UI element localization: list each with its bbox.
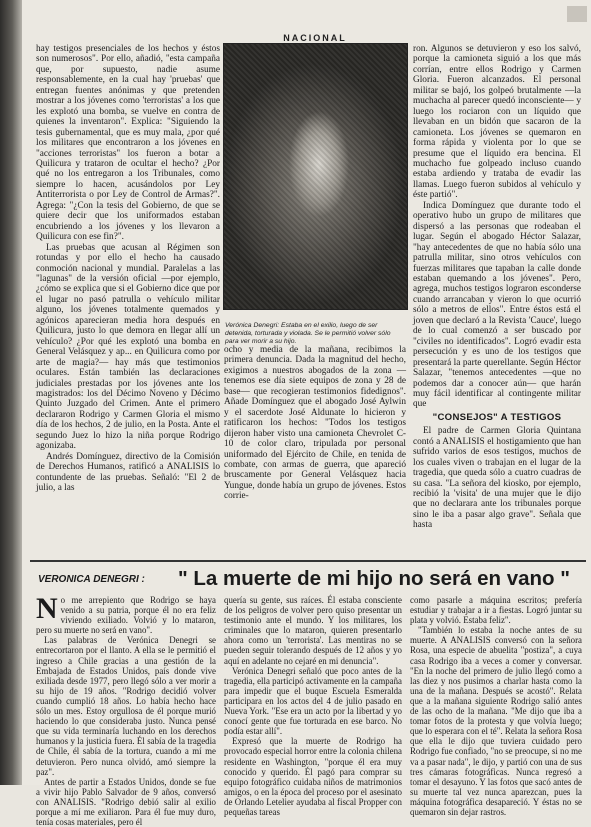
top-article-column-2 [224, 345, 406, 553]
drop-cap: N [36, 592, 58, 625]
paragraph: El padre de Carmen Gloria Quintana contó a ANALISIS el hostigamiento que han sufrido varios de esos testigos, muchos de los cuales viven o trabajan en el lugar de la tragedia, que queda sólo a cuatro cuadras de su casa. "La señora del kiosko, por ejemplo, recibió la 'visita' de una mujer que le dijo que no declarara ante los tribunales porque sino le iba a pasar algo grave". Señala que hasta [413, 426, 581, 531]
paragraph: Indica Domínguez que durante todo el operativo hubo un grupo de militares que dispersó a las personas que rodeaban el lugar. Según el abogado Héctor Salazar, "hay antecedentes de que no había sólo una patrulla militar, sino otros vehículos con fuerzas militares que tapaban la calle donde estaban quemando a los jóvenes". Pero, agrega, muchos testigos lograron esconderse cuando arrancaban y vieron lo que ocurrió sólo a metros de ellos". Entre éstos está el joven que declaró a la Revista 'Cauce', luego de lo cual comenzó a ser buscado por "civiles no identificados". Logró evadir esta persecución y es uno de los testigos que presentará la parte querellante. Según Héctor Salazar, "tenemos antecedentes —que no podemos dar a conocer aún— que harán muy fácil identificar al contingente militar que [413, 200, 581, 410]
bottom-article-column-2 [224, 595, 402, 817]
page-corner [567, 6, 587, 22]
paragraph: hay testigos presenciales de los hechos y éstos son numerosos". Por ello, añadió, "esta campaña que, por supuesto, nadie asume responsablemente, en la cual hay 'pruebas' que entregan fuentes anónimas y que pretenden mostrar a los jóvenes como 'terroristas' a los que les explotó una bomba, se vuelve en contra de quienes la inventaron". Explica: "Siguiendo la tesis gubernamental, que es muy mala, ¿por qué los militares que encontraron a los jóvenes en "acciones terroristas" los fueron a botar a Quilicura y trataron de ocultar el hecho? ¿Por qué no los entregaron a los Tribunales, como siempre lo hacen, acusándolos por Ley Antiterrorista o por Ley de Control de Armas?". Agrega: "¿Con la tesis del Gobierno, de que se quiere decir que los uniformados estaban encubriendo a los jóvenes y los llevaron a Quilicura con ese fin?". [36, 44, 220, 243]
section-masthead: NACIONAL [283, 33, 347, 43]
bottom-article-column-3 [410, 595, 582, 817]
paragraph: Expresó que la muerte de Rodrigo ha provocado especial horror entre la colonia chilena residente en Washington, "porque él era muy conocido y querido. Él pagó para comprar su equipo fotográfico cuidaba niños de matrimonios amigos, o en la época del proceso por el asesinato de Orlando Letelier ayudaba al fiscal Propper con pequeñas tareas [224, 736, 402, 817]
scan-binding-edge [0, 0, 22, 785]
top-article-column-3 [413, 44, 581, 553]
paragraph: Andrés Domínguez, directivo de la Comisión de Derechos Humanos, ratificó a ANALISIS lo contundente de las pruebas. Señaló: "El 2 de julio, a las [36, 451, 220, 494]
paragraph: como pasarle a máquina escritos; prefería estudiar y trabajar a ir a fiestas. Logró juntar su plata y volvió. Estaba feliz". [410, 595, 582, 626]
paragraph: Las palabras de Verónica Denegri se entrecortaron por el llanto. A ella se le permitió el ingreso a Chile gracias a una gestión de la Embajada de Estados Unidos, país donde vive exiliada desde 1977, pero llegó sólo a ver morir a su hijo de 19 años. "Rodrigo decidió volver cuando cumplió 18 años. Lo había hecho hace sólo un mes. Estoy orgullosa de él porque murió haciendo lo que consideraba justo. Nunca pensé que su vida terminaría luchando en los derechos humanos y la justicia fuera. Él sabía de la tragedia de Chile, él sabía de la tortura, cuando a mí me detuvieron. Pero nunca olvidó, amó siempre la paz". [36, 635, 216, 777]
photo-caption: Verónica Denegri: Estaba en el exilio, luego de ser detenida, torturada y violada. Se le permitió volver sólo para ver morir a su hijo. [225, 322, 391, 345]
paragraph: o me arrepiento que Rodrigo se haya venido a su patria, porque él no era feliz viviendo exiliado. Volvió y lo mataron, pero su muerte no será en vano". [36, 595, 216, 636]
paragraph: Verónica Denegri señaló que poco antes de la tragedia, ella participó activamente en la campaña para impedir que el buque Escuela Esmeralda participara en los actos del 4 de julio pasado en Nueva York. "Ese era un acto por la libertad y yo conocí gente que fue torturada en ese barco. No podía estar allí". [224, 665, 402, 737]
paragraph: Las pruebas que acusan al Régimen son rotundas y por ello el hecho ha causado conmoción nacional y mundial. Paralelas a las "lagunas" de la versión oficial —por ejemplo, ¿cómo se explica que si el Gobierno dice que por el lugar no pasó patrulla o vehículo militar alguno, los jóvenes totalmente quemados y agónicos aparecieran media hora después en Quilicura, justo lo que demora en llegar allí un vehículo? ¿Por qué les explotó una bomba en General Velásquez y ap... en Quilicura como por arte de magia?— hay más que testimonios oculares. Están también las declaraciones judiciales prestadas por los jóvenes ante los magistrados: los del Décimo Noveno y Décimo Quinto Juzgado del Crimen. Ante el primero declararon Rodrigo y Carmen Gloria el mismo día de los hechos, 2 de julio, en la Posta. Ante el segundo Juez lo hizo la niña porque Rodrigo agonizaba. [36, 242, 220, 452]
section-subhead: "CONSEJOS" A TESTIGOS [432, 411, 562, 423]
article-divider [30, 560, 586, 562]
paragraph: "También lo estaba la noche antes de su muerte. A ANALISIS conversó con la señora Rosa, una especie de abuelita "postiza", a cuya casa Rodrigo iba a veces a comer y conversar. "En la noche del primero de julio llegó como a las diez y nos pusimos a charlar hasta como la una de la mañana. Después se acostó". Relata que a la mañana siguiente Rodrigo salió antes de las ocho de la mañana. "Me dijo que iba a tomar fotos de la protesta y que volvía luego; que lo esperara con el té". Relata la señora Rosa que ella le dijo que tuviera cuidado pero Rodrigo fue confiado, "no se preocupe, si no me va a pasar nada", le dijo, y partió con una de sus tres cámaras fotográficas. Nunca regresó a tomar el desayuno. Y las fotos que sacó antes de su muerte tal vez nunca aparezcan, pues la máquina fotográfica desapareció. Y éstas no se quemaron sin dejar rastros. [410, 625, 582, 817]
paragraph: ron. Algunos se detuvieron y eso los salvó, porque la camioneta siguió a los que más corrían, entre ellos Rodrigo y Carmen Gloria. Fueron alcanzados. El personal militar se bajó, los golpeó brutalmente —la muchacha al parecer quedó inconsciente— y luego los rociaron con un líquido que llevaban en un bidón que sacaron de la camioneta. Los jóvenes se quemaron en forma rápida y violenta por lo que se presume que el líquido era bencina. El muchacho fue golpeado incluso cuando estaba ardiendo y trataba de evadir las llamas. Luego fueron subidos al vehículo y éste partió". [413, 44, 581, 201]
paragraph: ocho y media de la mañana, recibimos la primera denuncia. Dada la magnitud del hecho, exigimos a nuestros abogados de la zona —tenemos ese día siete equipos de zona y 28 de base— que recogieran testimonios fidedignos". Añade Domínguez que el abogado José Aylwin y el sacerdote José Aldunate lo hicieron y ratificaron los hechos: "Todos los testigos dijeron haber visto una camioneta Chevrolet C-10 de color claro, tripulada por personal uniformado del Ejército de Chile, en tenida de combate, con armas de guerra, que apareció bruscamente por General Velásquez hacia Yungue, donde había un grupo de jóvenes. Estos corrie- [224, 345, 406, 502]
paragraph: quería su gente, sus raíces. Él estaba consciente de los peligros de volver pero quiso presentar un testimonio ante el mundo. Y los militares, los criminales que lo mataron, quieren presentarlo ahora como un 'terrorista'. Las mentiras no se pueden seguir tolerando después de 12 años y yo aquí en adelante no cejaré en mi denuncia". [224, 595, 402, 666]
news-photo [223, 43, 408, 310]
bottom-article-column-1 [36, 592, 216, 827]
top-article-column-1 [36, 44, 220, 552]
headline: " La muerte de mi hijo no será en vano " [178, 567, 570, 590]
paragraph: Antes de partir a Estados Unidos, donde se fue a vivir hijo Pablo Salvador de 9 años, conversó con ANALISIS. "Rodrigo debió salir al exilio porque a mí me exiliaron. Para él fue muy duro, tenía cosas materiales, pero él [36, 776, 216, 827]
byline: VERONICA DENEGRI : [38, 574, 145, 585]
